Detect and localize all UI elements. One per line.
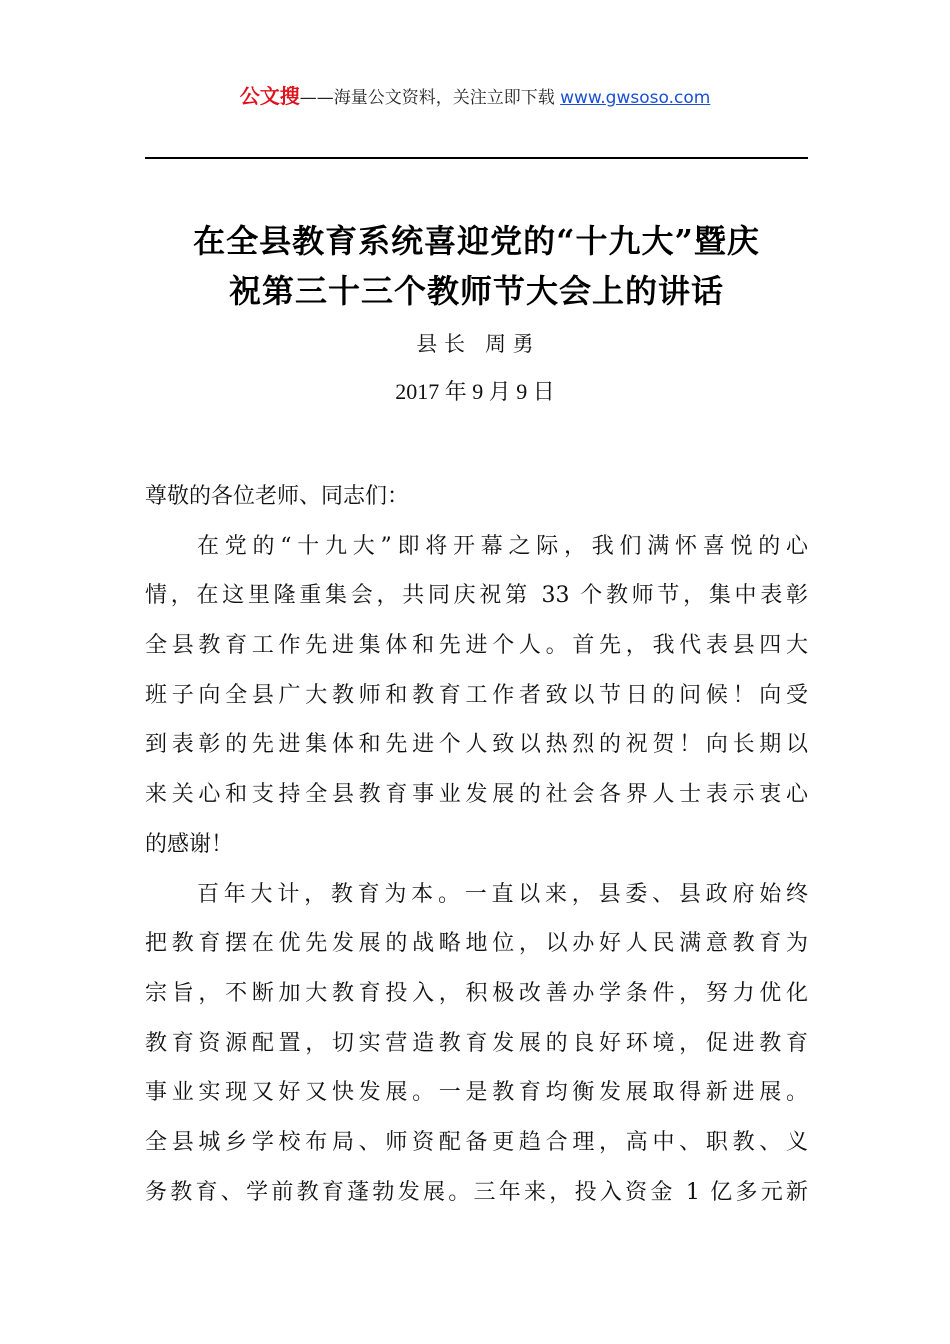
- body-line: 在党的“十九大”即将开幕之际，我们满怀喜悦的心: [197, 533, 808, 559]
- speech-body: [145, 472, 808, 1217]
- body-line: 务教育、学前教育蓬勃发展。三年来，投入资金 1 亿多元新: [145, 1179, 808, 1205]
- body-line: 班子向全县广大教师和教育工作者致以节日的问候！向受: [145, 682, 808, 708]
- body-line: 到表彰的先进集体和先进个人致以热烈的祝贺！向长期以: [145, 732, 808, 758]
- body-line: 全县城乡学校布局、师资配备更趋合理，高中、职教、义: [145, 1129, 808, 1155]
- header-divider: [145, 157, 808, 159]
- banner-tagline: ——海量公文资料，关注立即下载: [299, 88, 561, 108]
- title-line-1: 在全县教育系统喜迎党的“十九大”暨庆: [193, 222, 760, 260]
- body-line: 的感谢！: [145, 831, 234, 857]
- title-line-2: 祝第三十三个教师节大会上的讲话: [228, 272, 724, 310]
- body-line: 情，在这里隆重集会，共同庆祝第 33 个教师节，集中表彰: [145, 583, 808, 609]
- speaker-line: 县 长 周 勇: [416, 332, 534, 356]
- document-title: [145, 216, 808, 316]
- body-line: 宗旨，不断加大教育投入，积极改善办学条件，努力优化: [145, 980, 808, 1006]
- website-link[interactable]: www.gwsoso.com: [560, 88, 711, 108]
- body-line: 事业实现又好又快发展。一是教育均衡发展取得新进展。: [145, 1080, 808, 1106]
- body-line: 来关心和支持全县教育事业发展的社会各界人士表示衷心: [145, 782, 808, 808]
- body-line: 百年大计，教育为本。一直以来，县委、县政府始终: [197, 881, 808, 907]
- brand-logo-text: 公文搜: [239, 84, 300, 108]
- speech-date: 2017 年 9 月 9 日: [395, 379, 555, 404]
- body-line: 把教育摆在优先发展的战略地位，以办好人民满意教育为: [145, 931, 808, 957]
- body-line: 全县教育工作先进集体和先进个人。首先，我代表县四大: [145, 633, 808, 659]
- salutation: 尊敬的各位老师、同志们：: [145, 484, 410, 509]
- site-banner: [0, 82, 950, 112]
- body-line: 教育资源配置，切实营造教育发展的良好环境，促进教育: [145, 1030, 808, 1056]
